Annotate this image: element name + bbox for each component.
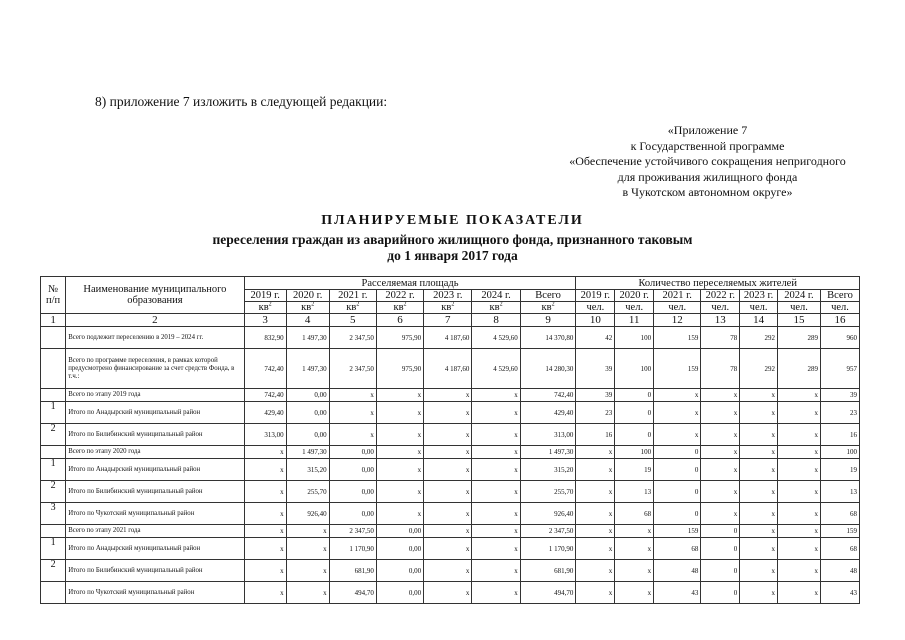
row-value: 742,40 — [520, 389, 576, 402]
table-row — [41, 560, 860, 582]
row-value: x — [654, 389, 701, 402]
header-number: № п/п — [41, 277, 66, 314]
area-unit-header — [520, 302, 576, 314]
column-number: 6 — [376, 314, 423, 327]
row-number: 2 — [41, 424, 66, 446]
table-row — [41, 424, 860, 446]
header-name: Наименование муниципального образования — [66, 277, 244, 314]
people-unit-header: чел. — [777, 302, 820, 314]
row-value: 100 — [615, 327, 654, 349]
row-number: 3 — [41, 503, 66, 525]
row-value: 255,70 — [520, 481, 576, 503]
row-value: x — [424, 538, 472, 560]
row-value: 159 — [654, 349, 701, 389]
row-value: 313,00 — [520, 424, 576, 446]
row-name: Всего по этапу 2020 года — [66, 446, 244, 459]
indicators-table — [40, 276, 860, 604]
row-value: x — [740, 525, 778, 538]
unit-superscript: 2 — [551, 301, 555, 308]
row-value: x — [615, 560, 654, 582]
row-value: 429,40 — [520, 402, 576, 424]
unit-superscript: 2 — [356, 301, 360, 308]
row-number — [41, 446, 66, 459]
row-value: x — [376, 446, 423, 459]
row-value: 159 — [821, 525, 860, 538]
row-value: x — [472, 402, 520, 424]
row-value: 315,20 — [520, 459, 576, 481]
row-value: 100 — [615, 349, 654, 389]
row-value: 0,00 — [329, 446, 376, 459]
row-value: 292 — [740, 349, 778, 389]
row-value: 23 — [821, 402, 860, 424]
row-name: Итого по Анадырский муниципальный район — [66, 402, 244, 424]
row-value: x — [472, 582, 520, 604]
table-row — [41, 459, 860, 481]
row-value: x — [777, 424, 820, 446]
row-value: 1 170,90 — [520, 538, 576, 560]
row-value: x — [376, 389, 423, 402]
row-value: 957 — [821, 349, 860, 389]
row-value: 313,00 — [244, 424, 286, 446]
row-value: x — [244, 525, 286, 538]
column-number: 14 — [740, 314, 778, 327]
people-unit-header: чел. — [740, 302, 778, 314]
row-value: 0 — [701, 538, 740, 560]
row-value: x — [472, 459, 520, 481]
row-value: 39 — [576, 389, 615, 402]
column-number: 4 — [286, 314, 329, 327]
row-value: x — [424, 424, 472, 446]
row-value: x — [376, 459, 423, 481]
column-number: 8 — [472, 314, 520, 327]
row-value: x — [424, 389, 472, 402]
row-name: Итого по Билибинский муниципальный район — [66, 560, 244, 582]
unit-text: кв — [541, 302, 552, 313]
row-value: x — [701, 459, 740, 481]
row-name: Итого по Анадырский муниципальный район — [66, 538, 244, 560]
row-value: x — [376, 424, 423, 446]
row-value: x — [740, 424, 778, 446]
row-value: 16 — [821, 424, 860, 446]
table-row — [41, 503, 860, 525]
area-year-header: 2021 г. — [329, 290, 376, 302]
row-value: x — [424, 459, 472, 481]
row-value: x — [654, 424, 701, 446]
row-value: 0 — [654, 446, 701, 459]
row-value: 42 — [576, 327, 615, 349]
area-unit-header — [329, 302, 376, 314]
unit-superscript: 2 — [311, 301, 315, 308]
row-value: 43 — [821, 582, 860, 604]
table-row — [41, 538, 860, 560]
row-number — [41, 525, 66, 538]
row-value: 0 — [615, 402, 654, 424]
row-value: 926,40 — [520, 503, 576, 525]
people-year-header: 2021 г. — [654, 290, 701, 302]
table-row — [41, 446, 860, 459]
row-value: x — [472, 503, 520, 525]
row-value: x — [244, 481, 286, 503]
row-value: 0 — [701, 525, 740, 538]
row-value: x — [472, 446, 520, 459]
row-value: 78 — [701, 349, 740, 389]
row-value: x — [329, 402, 376, 424]
row-number: 1 — [41, 402, 66, 424]
row-value: 1 497,30 — [286, 349, 329, 389]
row-value: 0,00 — [329, 459, 376, 481]
document-title: ПЛАНИРУЕМЫЕ ПОКАЗАТЕЛИ — [321, 213, 584, 228]
row-value: 0 — [701, 582, 740, 604]
row-value: x — [740, 560, 778, 582]
row-value: 0 — [615, 389, 654, 402]
row-value: x — [777, 560, 820, 582]
column-number: 15 — [777, 314, 820, 327]
row-value: x — [654, 402, 701, 424]
row-value: 13 — [821, 481, 860, 503]
row-value: x — [740, 582, 778, 604]
column-number: 12 — [654, 314, 701, 327]
area-unit-header — [424, 302, 472, 314]
row-value: x — [244, 459, 286, 481]
row-value: 1 497,30 — [520, 446, 576, 459]
row-value: x — [286, 582, 329, 604]
row-value: x — [424, 446, 472, 459]
row-value: x — [576, 481, 615, 503]
row-value: x — [424, 560, 472, 582]
row-value: x — [615, 525, 654, 538]
row-value: 681,90 — [329, 560, 376, 582]
row-value: x — [740, 446, 778, 459]
row-value: 0 — [654, 503, 701, 525]
row-value: 39 — [576, 349, 615, 389]
unit-text: кв — [489, 302, 500, 313]
row-value: x — [472, 389, 520, 402]
column-number: 1 — [41, 314, 66, 327]
row-value: x — [615, 538, 654, 560]
row-value: x — [701, 503, 740, 525]
row-value: 1 497,30 — [286, 327, 329, 349]
area-year-header: Всего — [520, 290, 576, 302]
column-number: 9 — [520, 314, 576, 327]
row-number: 1 — [41, 538, 66, 560]
row-value: x — [424, 525, 472, 538]
row-value: x — [576, 459, 615, 481]
table-row — [41, 481, 860, 503]
row-value: 681,90 — [520, 560, 576, 582]
people-unit-header: чел. — [615, 302, 654, 314]
unit-superscript: 2 — [403, 301, 407, 308]
people-unit-header: чел. — [576, 302, 615, 314]
row-value: x — [424, 402, 472, 424]
unit-text: кв — [441, 302, 452, 313]
row-value: 78 — [701, 327, 740, 349]
subtitle-line-2: до 1 января 2017 года — [387, 248, 518, 263]
area-year-header: 2024 г. — [472, 290, 520, 302]
header-area: Расселяемая площадь — [244, 277, 576, 290]
row-value: x — [329, 424, 376, 446]
row-value: 0 — [654, 459, 701, 481]
row-value: 0,00 — [376, 560, 423, 582]
row-value: x — [777, 481, 820, 503]
row-value: x — [777, 503, 820, 525]
row-value: x — [424, 481, 472, 503]
row-value: 4 529,60 — [472, 327, 520, 349]
row-number: 2 — [41, 481, 66, 503]
unit-superscript: 2 — [451, 301, 455, 308]
row-value: 0,00 — [286, 389, 329, 402]
row-value: 926,40 — [286, 503, 329, 525]
row-number — [41, 327, 66, 349]
table-row — [41, 402, 860, 424]
column-number: 11 — [615, 314, 654, 327]
row-value: x — [376, 503, 423, 525]
row-number: 2 — [41, 560, 66, 582]
row-value: x — [576, 582, 615, 604]
table-row — [41, 389, 860, 402]
document-subtitle — [0, 232, 905, 264]
row-value: x — [740, 538, 778, 560]
row-name: Итого по Билибинский муниципальный район — [66, 481, 244, 503]
row-value: 14 370,80 — [520, 327, 576, 349]
people-year-header: Всего — [821, 290, 860, 302]
row-value: x — [286, 560, 329, 582]
row-value: 832,90 — [244, 327, 286, 349]
people-unit-header: чел. — [654, 302, 701, 314]
row-value: x — [740, 402, 778, 424]
row-value: 4 187,60 — [424, 349, 472, 389]
row-value: 975,90 — [376, 349, 423, 389]
row-value: x — [376, 481, 423, 503]
row-value: 0 — [615, 424, 654, 446]
row-name: Всего по программе переселения, в рамках которой предусмотрено финансирование за счет средств Фонда, в т.ч.: — [66, 349, 244, 389]
subtitle-line-1: переселения граждан из аварийного жилищного фонда, признанного таковым — [212, 232, 693, 247]
row-value: 2 347,50 — [520, 525, 576, 538]
area-year-header: 2020 г. — [286, 290, 329, 302]
area-unit-header — [376, 302, 423, 314]
row-value: x — [615, 582, 654, 604]
people-unit-header: чел. — [701, 302, 740, 314]
people-year-header: 2019 г. — [576, 290, 615, 302]
appendix-line: к Государственной программе — [630, 138, 785, 153]
row-value: 975,90 — [376, 327, 423, 349]
row-value: 0,00 — [286, 424, 329, 446]
row-value: x — [777, 525, 820, 538]
row-value: x — [777, 582, 820, 604]
row-value: x — [244, 503, 286, 525]
row-value: 292 — [740, 327, 778, 349]
row-value: 960 — [821, 327, 860, 349]
row-value: 2 347,50 — [329, 327, 376, 349]
row-value: x — [424, 503, 472, 525]
row-value: 100 — [821, 446, 860, 459]
row-value: 289 — [777, 349, 820, 389]
column-number: 3 — [244, 314, 286, 327]
row-number: 1 — [41, 459, 66, 481]
row-name: Всего по этапу 2019 года — [66, 389, 244, 402]
row-value: x — [777, 446, 820, 459]
people-year-header: 2022 г. — [701, 290, 740, 302]
row-value: 68 — [821, 503, 860, 525]
row-number — [41, 389, 66, 402]
row-value: 39 — [821, 389, 860, 402]
row-value: x — [576, 538, 615, 560]
row-value: x — [777, 459, 820, 481]
row-number — [41, 349, 66, 389]
table-row — [41, 525, 860, 538]
row-name: Итого по Билибинский муниципальный район — [66, 424, 244, 446]
row-value: x — [777, 402, 820, 424]
row-value: 0,00 — [329, 481, 376, 503]
row-value: 68 — [654, 538, 701, 560]
unit-superscript: 2 — [268, 301, 272, 308]
row-value: 43 — [654, 582, 701, 604]
row-value: 289 — [777, 327, 820, 349]
row-value: 19 — [821, 459, 860, 481]
row-value: x — [472, 481, 520, 503]
unit-superscript: 2 — [499, 301, 503, 308]
table-row — [41, 582, 860, 604]
appendix-line: для проживания жилищного фонда — [617, 169, 798, 184]
row-value: x — [472, 525, 520, 538]
row-value: 494,70 — [329, 582, 376, 604]
unit-text: кв — [346, 302, 357, 313]
unit-text: кв — [393, 302, 404, 313]
area-unit-header — [244, 302, 286, 314]
row-value: 4 529,60 — [472, 349, 520, 389]
row-value: x — [472, 560, 520, 582]
row-value: 68 — [821, 538, 860, 560]
row-value: 2 347,50 — [329, 349, 376, 389]
area-year-header: 2022 г. — [376, 290, 423, 302]
row-value: 429,40 — [244, 402, 286, 424]
row-value: x — [740, 459, 778, 481]
row-value: x — [740, 389, 778, 402]
row-value: 0,00 — [329, 503, 376, 525]
row-value: x — [701, 389, 740, 402]
row-value: x — [329, 389, 376, 402]
row-value: x — [424, 582, 472, 604]
row-value: 0 — [701, 560, 740, 582]
people-year-header: 2024 г. — [777, 290, 820, 302]
row-value: 23 — [576, 402, 615, 424]
row-value: 1 170,90 — [329, 538, 376, 560]
column-number: 13 — [701, 314, 740, 327]
row-value: 159 — [654, 525, 701, 538]
column-number: 7 — [424, 314, 472, 327]
row-value: 13 — [615, 481, 654, 503]
row-value: 100 — [615, 446, 654, 459]
table-row — [41, 349, 860, 389]
row-value: x — [701, 481, 740, 503]
row-value: x — [701, 446, 740, 459]
people-year-header: 2020 г. — [615, 290, 654, 302]
unit-text: кв — [301, 302, 312, 313]
header-people: Количество переселяемых жителей — [576, 277, 860, 290]
row-value: x — [576, 446, 615, 459]
row-value: 68 — [615, 503, 654, 525]
row-value: x — [244, 538, 286, 560]
area-unit-header — [472, 302, 520, 314]
row-value: x — [472, 538, 520, 560]
row-value: 0,00 — [286, 402, 329, 424]
area-year-header: 2023 г. — [424, 290, 472, 302]
row-value: x — [244, 446, 286, 459]
column-number: 16 — [821, 314, 860, 327]
row-name: Итого по Чукотский муниципальный район — [66, 582, 244, 604]
row-number — [41, 582, 66, 604]
row-value: 48 — [654, 560, 701, 582]
table-row — [41, 327, 860, 349]
row-value: 19 — [615, 459, 654, 481]
area-unit-header — [286, 302, 329, 314]
row-value: 494,70 — [520, 582, 576, 604]
row-value: 14 280,30 — [520, 349, 576, 389]
row-value: x — [472, 424, 520, 446]
row-value: x — [740, 481, 778, 503]
appendix-header — [540, 123, 875, 201]
row-name: Итого по Чукотский муниципальный район — [66, 503, 244, 525]
row-name: Итого по Анадырский муниципальный район — [66, 459, 244, 481]
row-value: 742,40 — [244, 349, 286, 389]
row-value: x — [777, 538, 820, 560]
column-number: 5 — [329, 314, 376, 327]
intro-text: 8) приложение 7 изложить в следующей редакции: — [95, 94, 388, 109]
row-value: x — [740, 503, 778, 525]
column-number: 10 — [576, 314, 615, 327]
row-value: x — [286, 525, 329, 538]
row-value: 4 187,60 — [424, 327, 472, 349]
row-value: 2 347,50 — [329, 525, 376, 538]
row-value: x — [701, 424, 740, 446]
row-value: x — [701, 402, 740, 424]
people-year-header: 2023 г. — [740, 290, 778, 302]
row-value: x — [576, 503, 615, 525]
appendix-line: «Обеспечение устойчивого сокращения непригодного — [569, 154, 846, 168]
row-value: 742,40 — [244, 389, 286, 402]
row-value: x — [576, 525, 615, 538]
row-value: 48 — [821, 560, 860, 582]
row-value: 0,00 — [376, 538, 423, 560]
row-name: Всего подлежит переселению в 2019 – 2024 гг. — [66, 327, 244, 349]
indicators-table-wrap — [40, 276, 860, 604]
row-value: x — [244, 582, 286, 604]
appendix-line: в Чукотском автономном округе» — [622, 185, 793, 199]
row-value: 16 — [576, 424, 615, 446]
row-value: x — [576, 560, 615, 582]
area-year-header: 2019 г. — [244, 290, 286, 302]
row-value: 159 — [654, 327, 701, 349]
row-value: x — [376, 402, 423, 424]
row-value: x — [286, 538, 329, 560]
row-value: 0 — [654, 481, 701, 503]
row-value: 0,00 — [376, 582, 423, 604]
row-name: Всего по этапу 2021 года — [66, 525, 244, 538]
row-value: 255,70 — [286, 481, 329, 503]
unit-text: кв — [258, 302, 269, 313]
column-number: 2 — [66, 314, 244, 327]
appendix-line: «Приложение 7 — [667, 123, 748, 137]
row-value: x — [777, 389, 820, 402]
row-value: 315,20 — [286, 459, 329, 481]
row-value: 1 497,30 — [286, 446, 329, 459]
row-value: x — [244, 560, 286, 582]
people-unit-header: чел. — [821, 302, 860, 314]
row-value: 0,00 — [376, 525, 423, 538]
